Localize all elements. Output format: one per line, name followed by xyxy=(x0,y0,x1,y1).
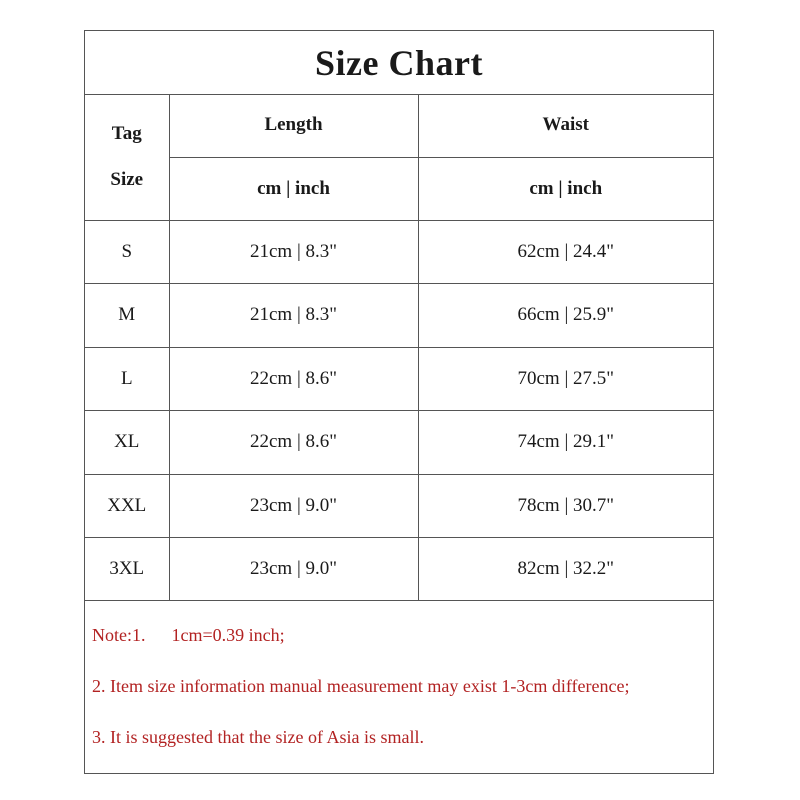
table-row xyxy=(85,283,713,347)
size-cell: XXL xyxy=(85,474,169,537)
note-2: 2. Item size information manual measurement may exist 1-3cm difference; xyxy=(92,676,630,696)
length-cell: 21cm | 8.3" xyxy=(169,220,418,283)
waist-cell: 74cm | 29.1" xyxy=(418,410,713,474)
size-table xyxy=(85,94,713,601)
length-header: Length xyxy=(169,94,418,157)
table-row xyxy=(85,537,713,600)
header-row-units xyxy=(85,157,713,220)
header-row-labels xyxy=(85,94,713,157)
table-row xyxy=(85,474,713,537)
waist-cell: 66cm | 25.9" xyxy=(418,283,713,347)
tag-size-header xyxy=(85,94,169,220)
note-1-text: 1cm=0.39 inch; xyxy=(171,625,285,645)
size-cell: S xyxy=(85,220,169,283)
length-unit-header: cm | inch xyxy=(169,157,418,220)
waist-cell: 78cm | 30.7" xyxy=(418,474,713,537)
length-cell: 22cm | 8.6" xyxy=(169,410,418,474)
tag-header-line2: Size xyxy=(110,168,144,190)
size-cell: M xyxy=(85,283,169,347)
size-cell: 3XL xyxy=(85,537,169,600)
waist-cell: 82cm | 32.2" xyxy=(418,537,713,600)
note-3: 3. It is suggested that the size of Asia is small. xyxy=(92,727,424,747)
length-cell: 23cm | 9.0" xyxy=(169,474,418,537)
note-1-prefix: Note:1. xyxy=(92,625,146,645)
table-row xyxy=(85,347,713,410)
table-row xyxy=(85,410,713,474)
size-cell: XL xyxy=(85,410,169,474)
length-cell: 21cm | 8.3" xyxy=(169,283,418,347)
tag-header-line1: Tag xyxy=(111,122,142,144)
waist-header: Waist xyxy=(418,94,713,157)
waist-cell: 62cm | 24.4" xyxy=(418,220,713,283)
length-cell: 23cm | 9.0" xyxy=(169,537,418,600)
size-chart-frame xyxy=(84,30,714,774)
note-1 xyxy=(92,625,285,646)
table-row xyxy=(85,220,713,283)
waist-unit-header: cm | inch xyxy=(418,157,713,220)
chart-title: Size Chart xyxy=(85,31,713,95)
length-cell: 22cm | 8.6" xyxy=(169,347,418,410)
size-cell: L xyxy=(85,347,169,410)
waist-cell: 70cm | 27.5" xyxy=(418,347,713,410)
